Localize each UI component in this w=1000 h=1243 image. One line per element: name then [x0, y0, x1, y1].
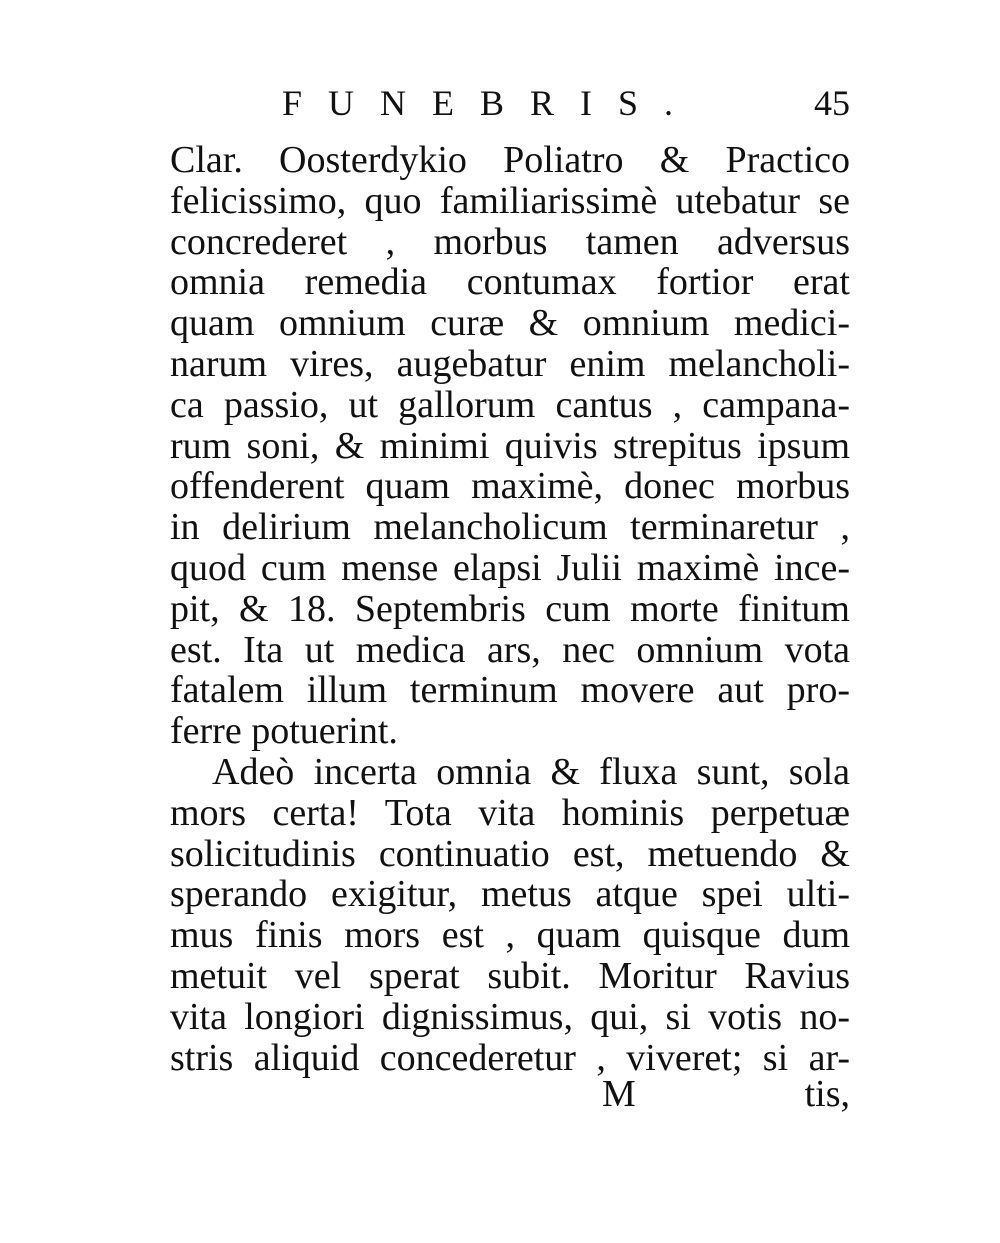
text-line: rum soni, & minimi quivis strepitus ipsum [170, 425, 850, 467]
text-line: quod cum mense elapsi Julii maximè ince- [170, 547, 850, 589]
paragraph-start-line: Adeò incerta omnia & fluxa sunt, sola [212, 751, 850, 793]
text-line: Clar. Oosterdykio Poliatro & Practico [170, 140, 850, 181]
running-title: FUNEBRIS. [282, 83, 700, 123]
text-line: vita longiori dignissimus, qui, si votis no- [170, 996, 850, 1038]
text-line: quam omnium curæ & omnium medici- [170, 303, 850, 344]
text-line: in delirium melancholicum terminaretur , [170, 507, 850, 548]
running-head [170, 78, 850, 128]
text-line: ca passio, ut gallorum cantus , campana- [170, 384, 850, 426]
text-line: omnia remedia contumax fortior erat [170, 262, 850, 304]
text-line: offenderent quam maximè, donec morbus [170, 466, 850, 508]
text-line: mors certa! Tota vita hominis perpetuæ [170, 792, 850, 834]
text-line: metuit vel sperat subit. Moritur Ravius [170, 955, 850, 997]
text-line: solicitudinis continuatio est, metuendo & [170, 833, 850, 875]
text-line: pit, & 18. Septembris cum morte finitum [170, 588, 850, 630]
text-line: mus finis mors est , quam quisque dum [170, 915, 850, 956]
page-footer [170, 1072, 850, 1116]
text-line: est. Ita ut medica ars, nec omnium vota [170, 629, 850, 671]
body-text [170, 140, 850, 1078]
text-line: narum vires, augebatur enim melancholi- [170, 343, 850, 385]
text-line: fatalem illum terminum movere aut pro- [170, 670, 850, 712]
signature-mark: M [602, 1073, 636, 1115]
text-line: felicissimo, quo familiarissimè utebatur se [170, 180, 850, 222]
page-number: 45 [814, 83, 850, 123]
catchword: tis, [804, 1073, 850, 1115]
text-line: sperando exigitur, metus atque spei ulti- [170, 874, 850, 916]
text-line: concrederet , morbus tamen adversus [170, 221, 850, 263]
paragraph-end-line: ferre potuerint. [170, 711, 398, 752]
text-line: stris aliquid concederetur , viveret; si ar- [170, 1037, 850, 1079]
